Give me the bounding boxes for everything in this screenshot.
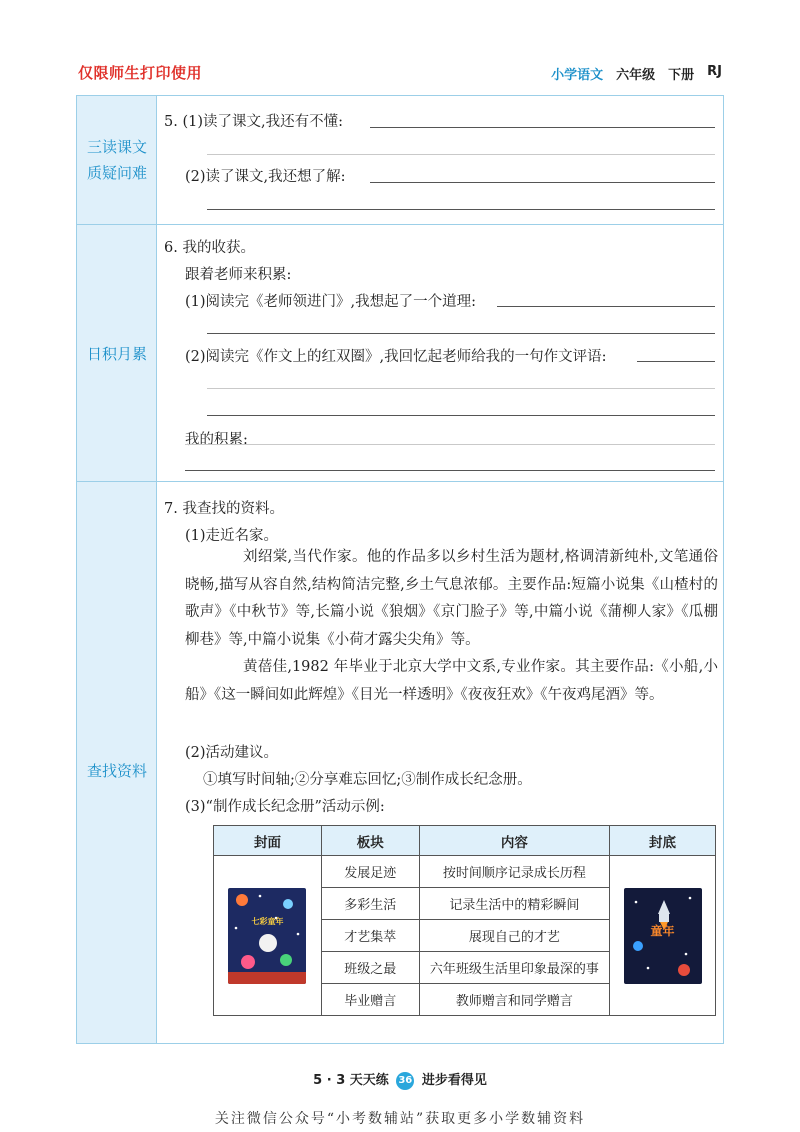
question-6-title: 6. 我的收获。 (164, 240, 255, 256)
answer-line[interactable] (185, 444, 715, 445)
section-label-line: 质疑问难 (86, 164, 147, 182)
question-5-1: 5. (1)读了课文,我还有不懂: (164, 114, 343, 130)
header-subject: 小学语文 (551, 68, 604, 83)
section-label-accumulate: 日积月累 (86, 345, 147, 363)
header-notice: 仅限师生打印使用 (78, 64, 203, 82)
front-cover-title: 七彩童年 (251, 916, 284, 926)
table-header: 板块 (321, 826, 419, 856)
question-7-title: 7. 我查找的资料。 (164, 501, 284, 517)
back-cover-image (624, 888, 702, 984)
question-6-3: 我的积累: (185, 432, 248, 448)
table-row (214, 856, 716, 888)
question-7-2: (2)活动建议。 (185, 745, 279, 761)
question-6-2: (2)阅读完《作文上的红双圈》,我回忆起老师给我的一句作文评语: (185, 349, 607, 365)
table-cell: 六年班级生活里印象最深的事 (419, 952, 609, 984)
answer-line[interactable] (370, 182, 715, 183)
section-sidebar (77, 96, 157, 1043)
album-plan-table (213, 825, 716, 1016)
question-5-2: (2)读了课文,我还想了解: (185, 169, 346, 185)
question-7-1: (1)走近名家。 (185, 528, 279, 544)
answer-line[interactable] (207, 415, 715, 416)
author-bio-liu: 刘绍棠,当代作家。他的作品多以乡村生活为题材,格调清新纯朴,文笔通俗晓畅,描写从容自然,结构简洁完整,乡土气息浓郁。主要作品:短篇小说集《山楂村的歌声》《中秋节》等,长篇小说《狼烟》《京门脸子》等,中篇小说《蒲柳人家》《瓜棚柳巷》等,中篇小说集《小荷才露尖尖角》等。 (185, 549, 718, 648)
question-6-1: (1)阅读完《老师领进门》,我想起了一个道理: (185, 294, 477, 310)
activity-suggestions: ①填写时间轴;②分享难忘回忆;③制作成长纪念册。 (203, 772, 532, 788)
table-cell: 班级之最 (321, 952, 419, 984)
answer-line[interactable] (637, 361, 715, 362)
front-cover-cell (214, 856, 322, 1016)
front-cover-image (228, 888, 306, 984)
answer-line[interactable] (207, 209, 715, 210)
space-illustration (228, 888, 306, 984)
page-footer (0, 1069, 800, 1090)
table-cell: 毕业赠言 (321, 984, 419, 1016)
back-cover-title: 童年 (650, 923, 675, 938)
table-cell: 才艺集萃 (321, 920, 419, 952)
footer-slogan: 进步看得见 (421, 1073, 487, 1088)
table-header: 内容 (419, 826, 609, 856)
footer-brand: 5 · 3 天天练 (313, 1073, 389, 1088)
section-label-research: 查找资料 (86, 762, 147, 780)
section-divider (77, 481, 723, 482)
question-6-intro: 跟着老师来积累: (185, 267, 292, 283)
section-divider (77, 224, 723, 225)
back-cover-cell (610, 856, 716, 1016)
table-cell: 多彩生活 (321, 888, 419, 920)
header-edition: RJ (707, 64, 722, 79)
answer-line[interactable] (207, 388, 715, 389)
answer-line[interactable] (185, 470, 715, 471)
table-header-row (214, 826, 716, 856)
header-volume: 下册 (668, 68, 695, 83)
table-cell: 按时间顺序记录成长历程 (419, 856, 609, 888)
section-label-line: 三读课文 (86, 138, 147, 156)
table-header: 封底 (610, 826, 716, 856)
question-7-3: (3)“制作成长纪念册”活动示例: (185, 799, 385, 815)
answer-line[interactable] (370, 127, 715, 128)
table-cell: 教师赠言和同学赠言 (419, 984, 609, 1016)
page-number-badge: 36 (396, 1072, 414, 1090)
table-cell: 展现自己的才艺 (419, 920, 609, 952)
header-info (551, 64, 722, 83)
author-bio-huang: 黄蓓佳,1982 年毕业于北京大学中文系,专业作家。其主要作品:《小船,小船》《这一瞬间如此辉煌》《目光一样透明》《夜夜狂欢》《午夜鸡尾酒》等。 (185, 659, 718, 703)
table-cell: 记录生活中的精彩瞬间 (419, 888, 609, 920)
answer-line[interactable] (207, 333, 715, 334)
header-grade: 六年级 (616, 68, 656, 83)
table-header: 封面 (214, 826, 322, 856)
table-cell: 发展足迹 (321, 856, 419, 888)
answer-line[interactable] (207, 154, 715, 155)
answer-line[interactable] (497, 306, 715, 307)
section-label-question (77, 134, 157, 186)
promo-text: 关注微信公众号“小考数辅站”获取更多小学数辅资料 (214, 1111, 586, 1127)
